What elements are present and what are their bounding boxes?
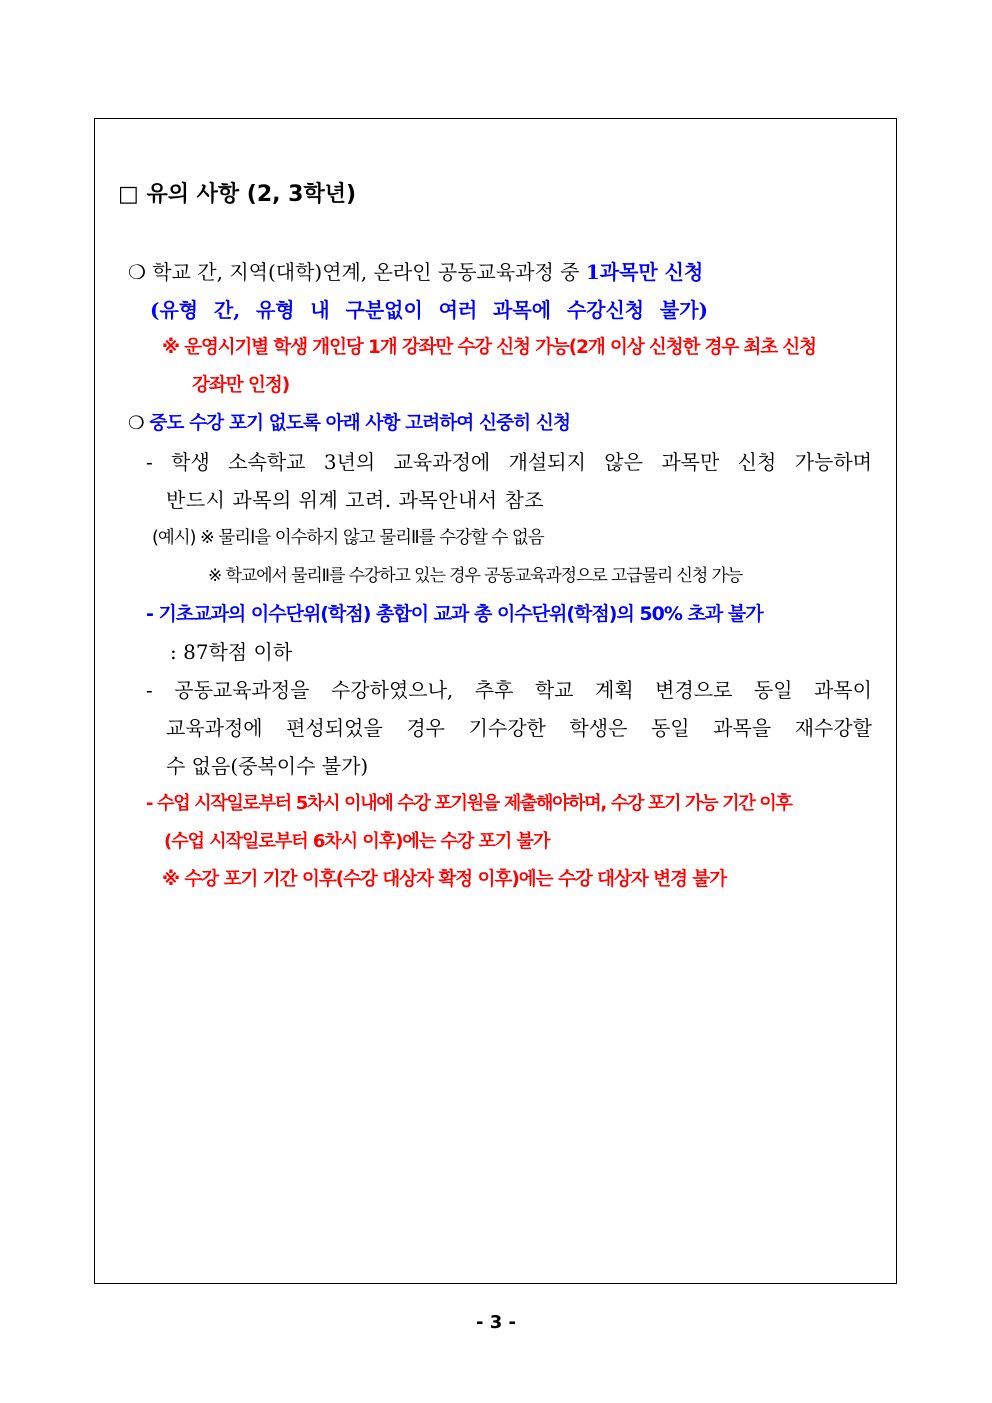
item1-note-line2: 강좌만 인정)	[192, 375, 290, 396]
item1-note-line1: ※ 운영시기별 학생 개인당 1개 강좌만 수강 신청 가능(2개 이상 신청한 경우 최초 신청	[162, 337, 816, 358]
circle-bullet-icon: ❍	[128, 260, 146, 284]
dash1-line2: 반드시 과목의 위계 고려. 과목안내서 참조	[166, 488, 545, 512]
dash3-line1: - 공동교육과정을 수강하였으나, 추후 학교 계획 변경으로 동일 과목이	[146, 678, 872, 702]
dash4-line1: - 수업 시작일로부터 5차시 이내에 수강 포기원을 제출해야하며, 수강 포기 가능 기간 이후	[146, 793, 792, 814]
dash3-line2: 교육과정에 편성되었을 경우 기수강한 학생은 동일 과목을 재수강할	[166, 716, 872, 740]
example-line1: (예시) ※ 물리Ⅰ을 이수하지 않고 물리Ⅱ를 수강할 수 없음	[152, 528, 544, 548]
item1-sub: (유형 간, 유형 내 구분없이 여러 과목에 수강신청 불가)	[150, 298, 708, 322]
dash2-line1: - 기초교과의 이수단위(학점) 총합이 교과 총 이수단위(학점)의 50% 초과 불가	[146, 603, 763, 625]
item1-text: 학교 간, 지역(대학)연계, 온라인 공동교육과정 중	[152, 260, 580, 284]
item1-highlight: 1과목만 신청	[585, 260, 704, 284]
dash3-line3: 수 없음(중복이수 불가)	[166, 754, 369, 778]
page-number: - 3 -	[476, 1312, 516, 1333]
item2-line	[128, 410, 570, 438]
example-line2: ※ 학교에서 물리Ⅱ를 수강하고 있는 경우 공동교육과정으로 고급물리 신청 가능	[208, 566, 743, 586]
section-title: □ 유의 사항 (2, 3학년)	[118, 182, 357, 207]
dash1-line1: - 학생 소속학교 3년의 교육과정에 개설되지 않은 과목만 신청 가능하며	[146, 450, 872, 474]
item1-line	[128, 258, 703, 286]
circle-bullet-icon: ❍	[128, 413, 144, 434]
dash4-note: ※ 수강 포기 기간 이후(수강 대상자 확정 이후)에는 수강 대상자 변경 불가	[162, 869, 727, 890]
dash2-line2: : 87학점 이하	[170, 640, 293, 664]
item2-text: 중도 수강 포기 없도록 아래 사항 고려하여 신중히 신청	[149, 413, 571, 434]
dash4-line2: (수업 시작일로부터 6차시 이후)에는 수강 포기 불가	[164, 831, 550, 852]
